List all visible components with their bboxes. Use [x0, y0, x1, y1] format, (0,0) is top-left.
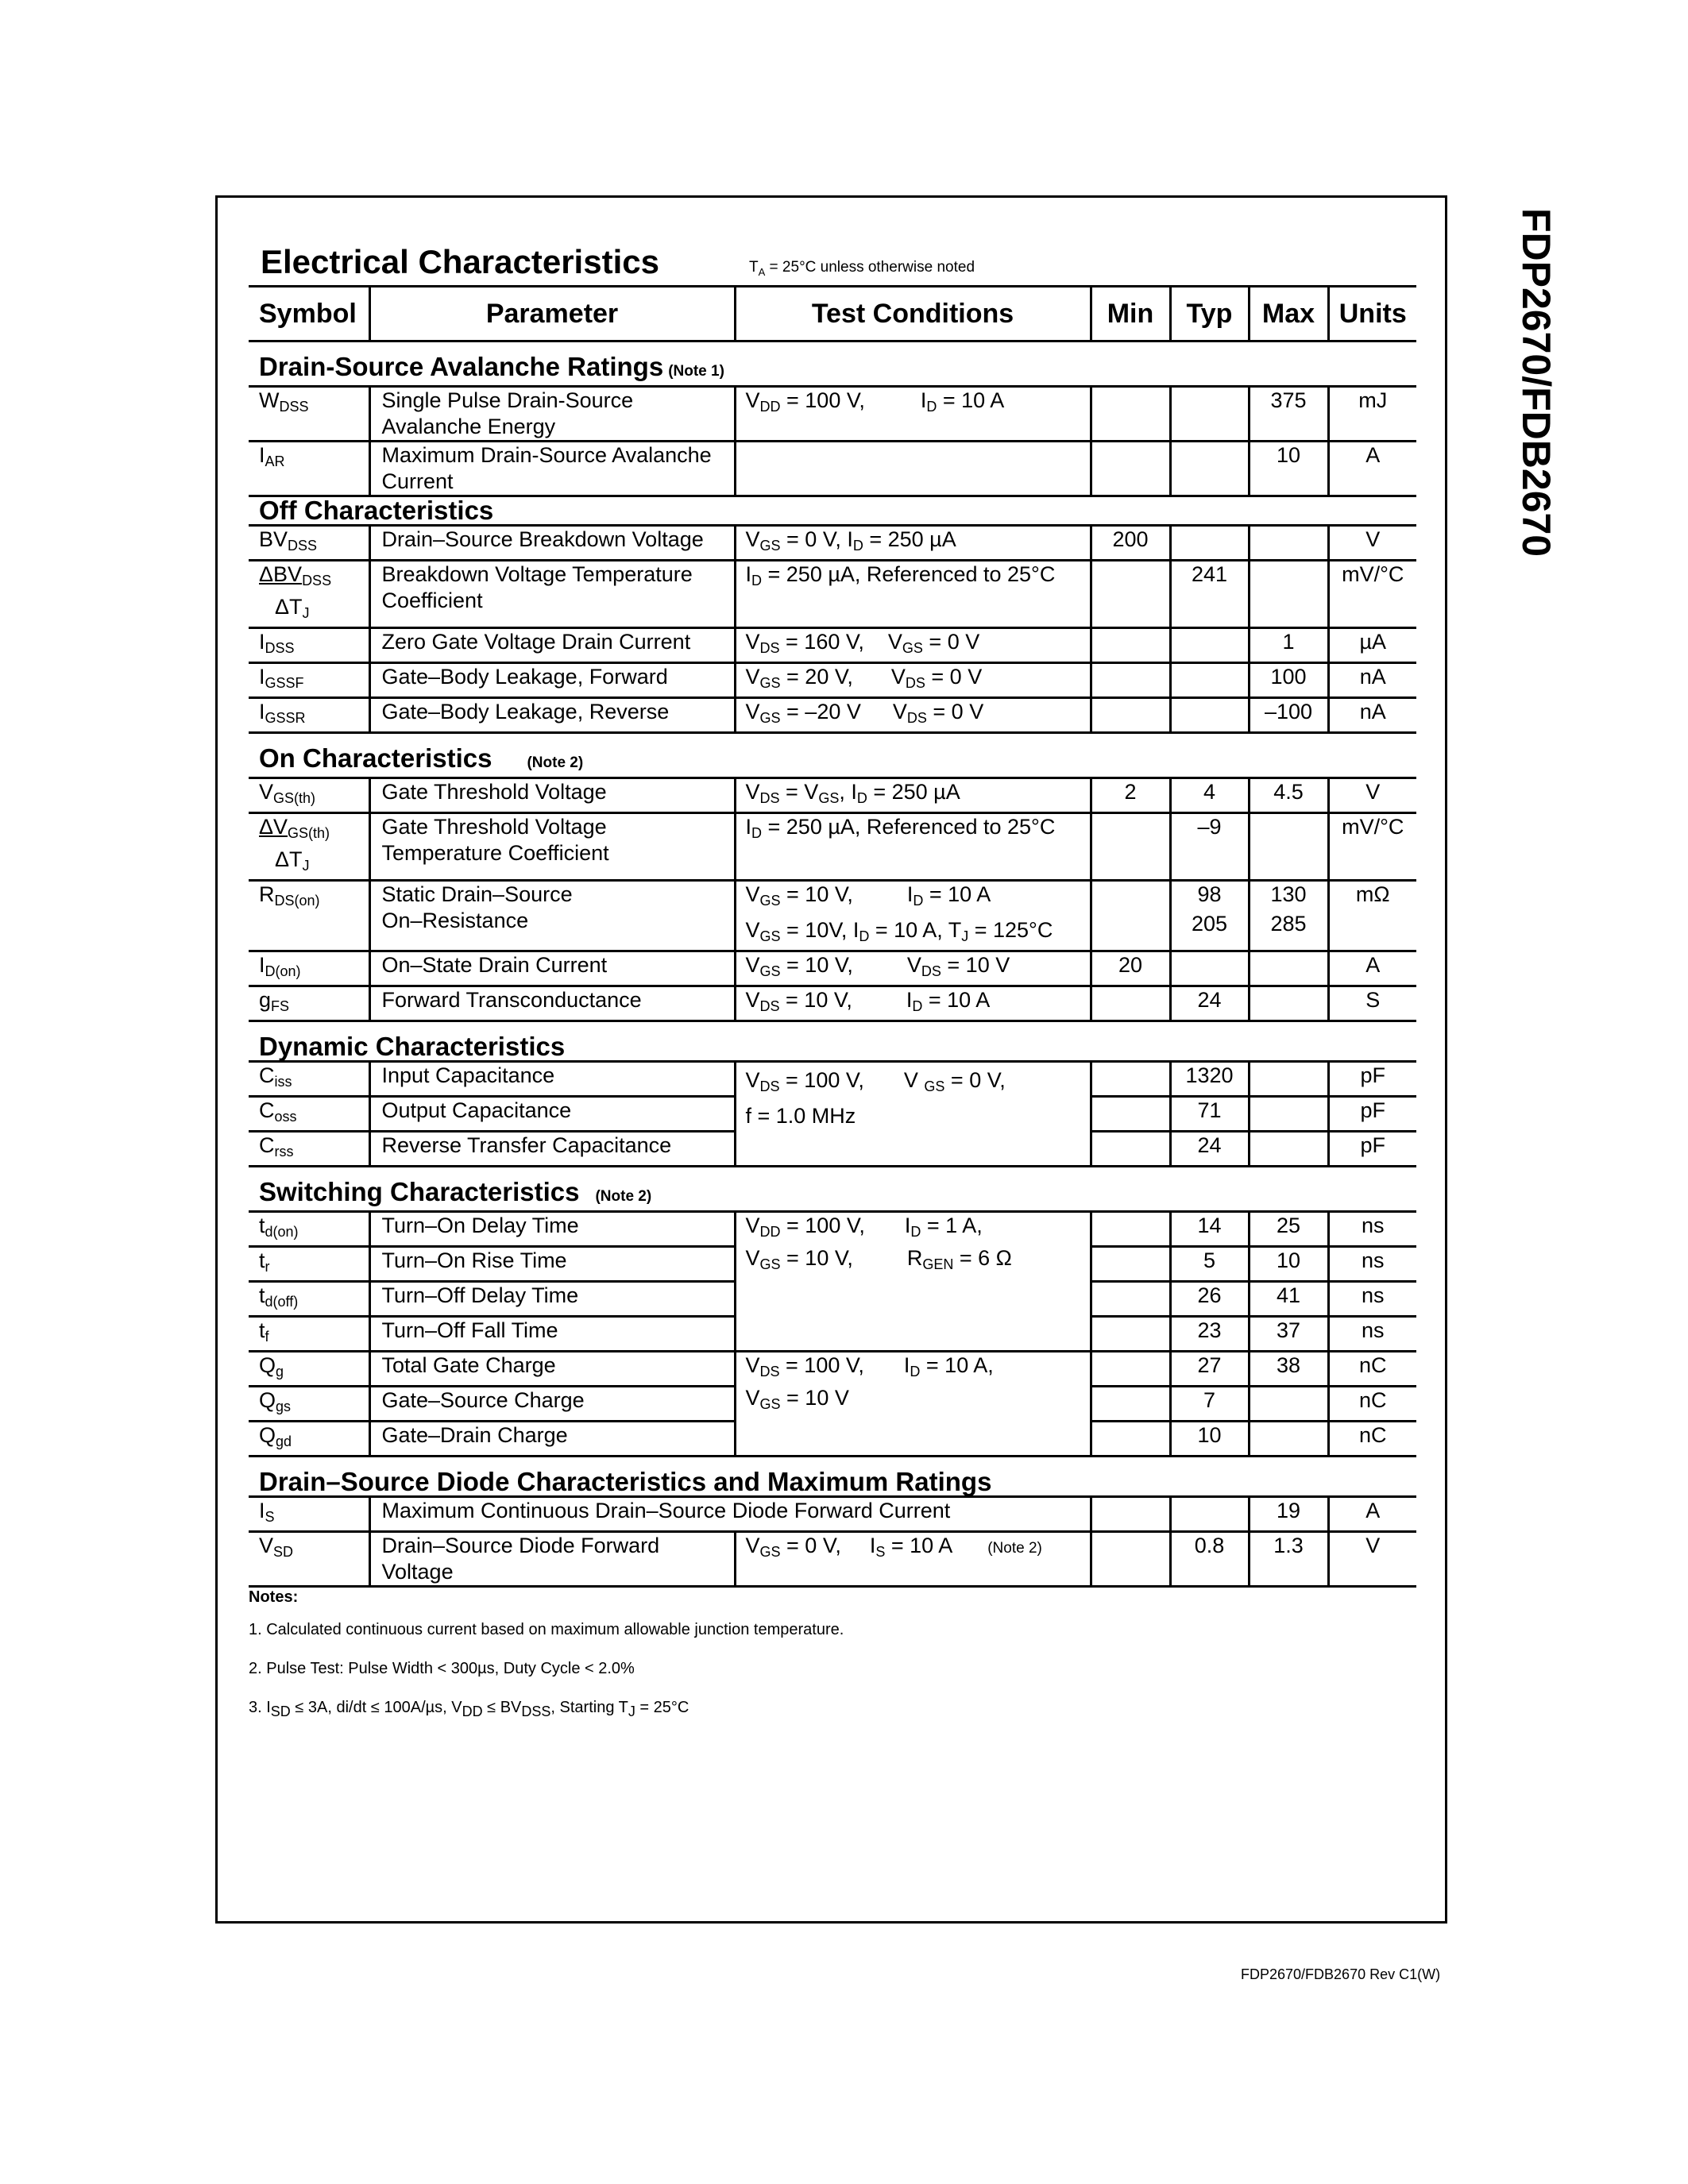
table-row: $C_{iss}$ Input Capacitance $V_{DS} = 100$ V, V $_{GS}$ = 0 V, f = 1.0 MHz 1320 pF: [249, 1062, 1416, 1097]
table-row: $\Delta V_{GS(th)}$ $\Delta T_J$ Gate Threshold Voltage Temperature Coefficient $I_D = 250$ µA, Referenced to 25°C –9 mV/°C: [249, 813, 1416, 881]
table-row: $t_{d(off)}$ Turn–Off Delay Time 26 41 ns: [249, 1282, 1416, 1317]
table-row: $g_{FS}$ Forward Transconductance $V_{DS} = 10$ V, $I_D = 10$ A 24 S: [249, 986, 1416, 1021]
table-row: $I_{GSSR}$ Gate–Body Leakage, Reverse $V_{GS} = -20$ V $V_{DS} = 0$ V –100 nA: [249, 698, 1416, 733]
note-1: 1. Calculated continuous current based on maximum allowable junction temperature.: [249, 1621, 844, 1638]
section-off: Off Characteristics: [249, 496, 1416, 526]
table-row: $I_{DSS}$ Zero Gate Voltage Drain Current $V_{DS} = 160$ V, $V_{GS} = 0$ V 1 µA: [249, 628, 1416, 663]
section-diode: Drain–Source Diode Characteristics and Maximum Ratings: [249, 1457, 1416, 1497]
table-row: $BV_{DSS}$ Drain–Source Breakdown Voltage $V_{GS} = 0$ V, $I_D = 250$ µA 200 V: [249, 526, 1416, 561]
table-row: $t_r$ Turn–On Rise Time 5 10 ns: [249, 1247, 1416, 1282]
table-row: $Q_{gd}$ Gate–Drain Charge 10 nC: [249, 1422, 1416, 1457]
table-row: $I_S$ Maximum Continuous Drain–Source Diode Forward Current 19 A: [249, 1497, 1416, 1532]
section-switching: Switching Characteristics (Note 2): [249, 1167, 1416, 1212]
col-max: Max: [1249, 287, 1328, 341]
notes-heading: Notes:: [249, 1588, 299, 1606]
table-row: $t_f$ Turn–Off Fall Time 23 37 ns: [249, 1317, 1416, 1352]
table-row: $C_{oss}$ Output Capacitance 71 pF: [249, 1097, 1416, 1132]
col-parameter: Parameter: [369, 287, 735, 341]
header-condition: $T_A = 25^\circ C$ unless otherwise noted: [749, 259, 975, 278]
table-row: $Q_g$ Total Gate Charge $V_{DS} = 100$ V, $I_D = 10$ A, $V_{GS} = 10$ V 27 38 nC: [249, 1352, 1416, 1387]
table-row: $I_{GSSF}$ Gate–Body Leakage, Forward $V_{GS} = 20$ V, $V_{DS} = 0$ V 100 nA: [249, 663, 1416, 698]
table-row: $V_{SD}$ Drain–Source Diode Forward Voltage $V_{GS} = 0$ V, $I_S = 10$ A (Note 2) 0.8 1.3 V: [249, 1532, 1416, 1587]
table-row: $V_{GS(th)}$ Gate Threshold Voltage $V_{DS} = V_{GS}$, $I_D = 250$ µA 2 4 4.5 V: [249, 778, 1416, 813]
col-min: Min: [1091, 287, 1170, 341]
table-row: $W_{DSS}$ Single Pulse Drain-Source Avalanche Energy $V_{DD} = 100$ V, $I_D = 10$ A 375 mJ: [249, 387, 1416, 442]
col-symbol: Symbol: [249, 287, 369, 341]
section-dynamic: Dynamic Characteristics: [249, 1021, 1416, 1062]
table-row: $I_{AR}$ Maximum Drain-Source Avalanche Current 10 A: [249, 442, 1416, 496]
table-row: $C_{rss}$ Reverse Transfer Capacitance 24 pF: [249, 1132, 1416, 1167]
footer-revision: FDP2670/FDB2670 Rev C1(W): [1241, 1966, 1441, 1982]
table-row: $Q_{gs}$ Gate–Source Charge 7 nC: [249, 1387, 1416, 1422]
table-header-row: [249, 287, 1416, 341]
col-test-conditions: Test Conditions: [735, 287, 1091, 341]
section-title: Electrical Characteristics: [261, 243, 659, 280]
col-units: Units: [1328, 287, 1416, 341]
table-row: $\Delta BV_{DSS}$ $\Delta T_J$ Breakdown Voltage Temperature Coefficient $I_D = 250$ µA, Referenced to 25°C 241 mV/°C: [249, 561, 1416, 628]
table-row: $t_{d(on)}$ Turn–On Delay Time $V_{DD} = 100$ V, $I_D = 1$ A, $V_{GS} = 10$ V, $R_{GEN} = 6$ Ω 14 25 ns: [249, 1212, 1416, 1247]
notes: [249, 1588, 1361, 1741]
side-part-number: FDP2670/FDB2670: [1514, 208, 1559, 558]
col-typ: Typ: [1170, 287, 1249, 341]
table-row: $R_{DS(on)}$ Static Drain–Source On–Resistance $V_{GS} = 10$ V, $I_D = 10$ A $V_{GS} = 10V$, $I_D = 10$ A, $T_J = 125^\circ C$ 98 205 130 285 mΩ: [249, 881, 1416, 951]
table-row: $I_{D(on)}$ On–State Drain Current $V_{GS} = 10$ V, $V_{DS} = 10$ V 20 A: [249, 951, 1416, 986]
electrical-characteristics-table: [249, 285, 1416, 1588]
note-3: 3. $I_{SD} \le 3A$, di/dt ≤ 100A/µs, $V_{DD} \le BV_{DSS}$, Starting $T_J = 25^\circ C$: [249, 1699, 689, 1719]
section-on: On Characteristics (Note 2): [249, 733, 1416, 778]
section-avalanche: Drain-Source Avalanche Ratings (Note 1): [249, 341, 1416, 387]
note-2: 2. Pulse Test: Pulse Width < 300µs, Duty Cycle < 2.0%: [249, 1660, 635, 1677]
